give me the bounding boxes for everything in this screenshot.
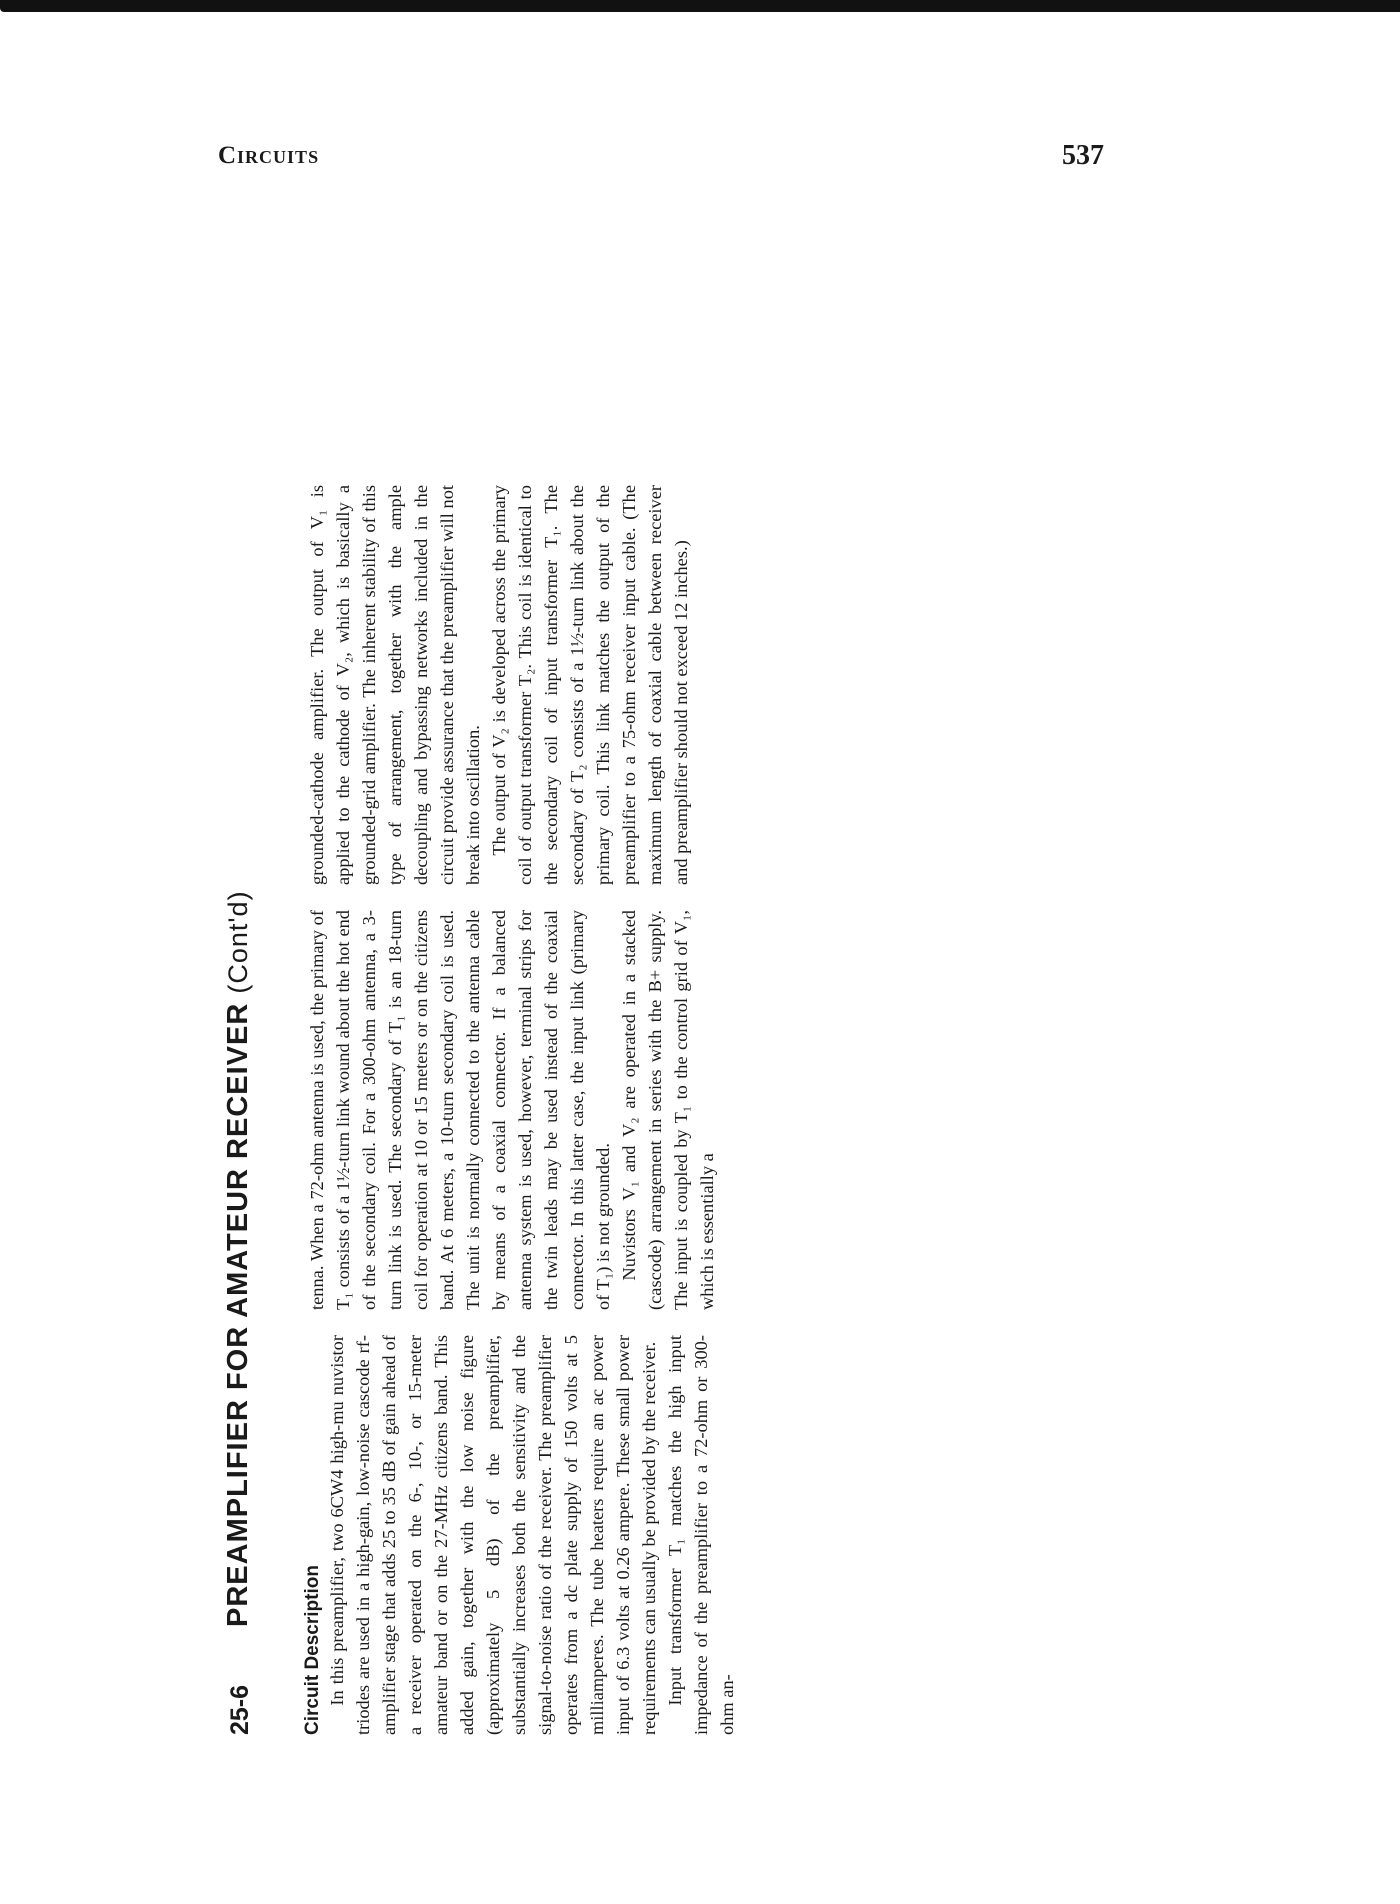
top-edge-rule — [0, 0, 1400, 12]
section-title-suffix: (Cont'd) — [223, 890, 253, 994]
text-column-3 — [304, 485, 694, 885]
paragraph: tenna. When a 72-ohm antenna is used, the primary of T₁ consists of a 1½-turn link wound about the hot end of the secondary coil. For a 300-ohm antenna, a 3-turn link is used. The secondary of T₁ is an 18-turn coil for operation at 10 or 15 meters or on the citizens band. At 6 meters, a 10-turn secondary coil is used. The unit is normally connected to the antenna cable by means of a coaxial connector. If a balanced antenna system is used, however, terminal strips for the twin leads may be used instead of the coaxial connector. In this latter case, the input link (primary of T₁) is not grounded. — [307, 910, 613, 1310]
paragraph: Nuvistors V₁ and V₂ are operated in a stacked (cascode) arrangement in series with the B+ supply. The input is coupled by T₁ to the control grid of V₁, which is essentially a — [619, 910, 717, 1310]
subheading-circuit-description: Circuit Description — [302, 1565, 323, 1735]
paragraph: The output of V₂ is developed across the primary coil of output transformer T₂. This coil is identical to the secondary coil of input transformer T₁. The secondary of T₂ consists of a 1½-turn link about the primary coil. This link matches the output of the preamplifier to a 75-ohm receiver input cable. (The maximum length of coaxial cable between receiver and preamplifier should not exceed 12 inches.) — [489, 485, 691, 885]
text-column-1 — [324, 1335, 740, 1735]
text-column-2 — [304, 910, 720, 1310]
running-head: Circuits — [218, 142, 320, 169]
section-heading — [220, 175, 270, 1735]
paragraph: grounded-cathode amplifier. The output of V₁ is applied to the cathode of V₂, which is basically a grounded-grid amplifier. The inherent stability of this type of arrangement, together with the ample decoupling and bypassing networks included in the circuit provide assurance that the preamplifier will not break into oscillation. — [307, 485, 483, 885]
paragraph: In this preamplifier, two 6CW4 high-mu nuvistor triodes are used in a high-gain, low-noise cascode rf-amplifier stage that adds 25 to 35 dB of gain ahead of a receiver operated on the 6-, 10-, or 15-meter amateur band or on the 27-MHz citizens band. This added gain, together with the low noise figure (approximately 5 dB) of the preamplifier, substantially increases both the sensitivity and the signal-to-noise ratio of the receiver. The preamplifier operates from a dc plate supply of 150 volts at 5 milliamperes. The tube heaters require an ac power input of 6.3 volts at 0.26 ampere. These small power requirements can usually be provided by the receiver. — [327, 1335, 659, 1735]
page-number: 537 — [1062, 140, 1104, 171]
section-title-text: PREAMPLIFIER FOR AMATEUR RECEIVER — [222, 1002, 254, 1627]
paragraph: Input transformer T₁ matches the high input impedance of the preamplifier to a 72-ohm or 300-ohm an- — [665, 1335, 737, 1735]
section-number: 25-6 — [226, 1684, 254, 1735]
rotated-page-body — [220, 175, 1080, 1735]
section-title — [222, 890, 255, 1627]
